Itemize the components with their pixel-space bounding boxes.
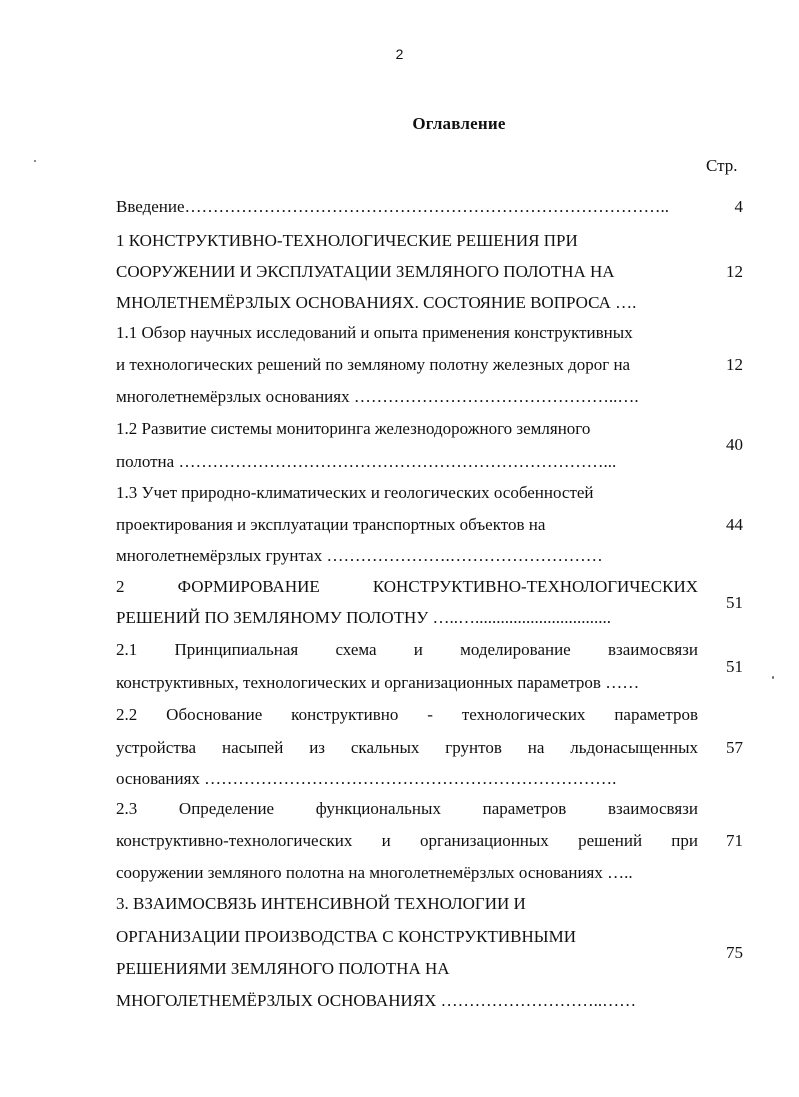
toc-title: Оглавление — [412, 114, 506, 133]
toc-entry-line: 1 КОНСТРУКТИВНО-ТЕХНОЛОГИЧЕСКИЕ РЕШЕНИЯ ПРИ — [116, 231, 578, 250]
toc-entry-line: сооружении земляного полотна на многолетнемёрзлых основаниях ….. — [116, 863, 633, 882]
toc-page-number: 40 — [726, 435, 743, 454]
toc-entry-line: РЕШЕНИЙ ПО ЗЕМЛЯНОМУ ПОЛОТНУ …..…................................ — [116, 608, 612, 627]
toc-entry-line: многолетнемёрзлых грунтах ………………….……………………… — [116, 546, 603, 565]
toc-page-number: 12 — [726, 355, 743, 374]
toc-entry-line: РЕШЕНИЯМИ ЗЕМЛЯНОГО ПОЛОТНА НА — [116, 959, 450, 978]
toc-page-number: 75 — [726, 943, 743, 962]
toc-entry-line: 2 ФОРМИРОВАНИЕ КОНСТРУКТИВНО-ТЕХНОЛОГИЧЕСКИХ — [116, 577, 698, 596]
scan-speck — [772, 676, 774, 679]
toc-entry-line: конструктивных, технологических и организационных параметров …… — [116, 673, 640, 692]
toc-entry-line: основаниях ………………………………………………………………. — [116, 769, 617, 788]
page-number: 2 — [395, 46, 404, 62]
toc-page-number: 4 — [734, 197, 743, 216]
toc-entry-line: многолетнемёрзлых основаниях ………………………………………..…. — [116, 387, 639, 406]
toc-entry-line: ОРГАНИЗАЦИИ ПРОИЗВОДСТВА С КОНСТРУКТИВНЫМИ — [116, 927, 576, 946]
toc-entry-line: устройства насыпей из скальных грунтов на льдонасыщенных — [116, 738, 698, 757]
toc-entry-line: 2.2 Обоснование конструктивно - технологических параметров — [116, 705, 698, 724]
toc-entry-line: 1.3 Учет природно-климатических и геологических особенностей — [116, 483, 594, 502]
toc-entry-line: 3. ВЗАИМОСВЯЗЬ ИНТЕНСИВНОЙ ТЕХНОЛОГИИ И — [116, 894, 526, 913]
toc-entry-line: и технологических решений по земляному полотну железных дорог на — [116, 355, 631, 374]
page-column-label: Стр. — [706, 156, 738, 175]
toc-page-number: 44 — [726, 515, 743, 534]
toc-entry-line: полотна …………………………………………………………………... — [116, 452, 617, 471]
toc-page-number: 51 — [726, 593, 743, 612]
toc-entry-line: МНОЛЕТНЕМЁРЗЛЫХ ОСНОВАНИЯХ. СОСТОЯНИЕ ВОПРОСА …. — [116, 293, 637, 312]
toc-page-number: 51 — [726, 657, 743, 676]
scan-speck — [34, 160, 36, 162]
toc-entry-line: СООРУЖЕНИИ И ЭКСПЛУАТАЦИИ ЗЕМЛЯНОГО ПОЛОТНА НА — [116, 262, 615, 281]
toc-page-number: 71 — [726, 831, 743, 850]
toc-entry-line: конструктивно-технологических и организационных решений при — [116, 831, 698, 850]
toc-entry-line: МНОГОЛЕТНЕМЁРЗЛЫХ ОСНОВАНИЯХ ………………………..…… — [116, 991, 637, 1010]
toc-entry-line: 1.1 Обзор научных исследований и опыта применения конструктивных — [116, 323, 633, 342]
toc-entry-line: 2.3 Определение функциональных параметров взаимосвязи — [116, 799, 698, 818]
toc-page-number: 57 — [726, 738, 743, 757]
toc-page-number: 12 — [726, 262, 743, 281]
toc-entry-line: 1.2 Развитие системы мониторинга железнодорожного земляного — [116, 419, 591, 438]
toc-entry-line: проектирования и эксплуатации транспортных объектов на — [116, 515, 546, 534]
toc-entry-line: 2.1 Принципиальная схема и моделирование взаимосвязи — [116, 640, 698, 659]
toc-entry-line: Введение………………………………………………………………………….. — [116, 197, 670, 216]
